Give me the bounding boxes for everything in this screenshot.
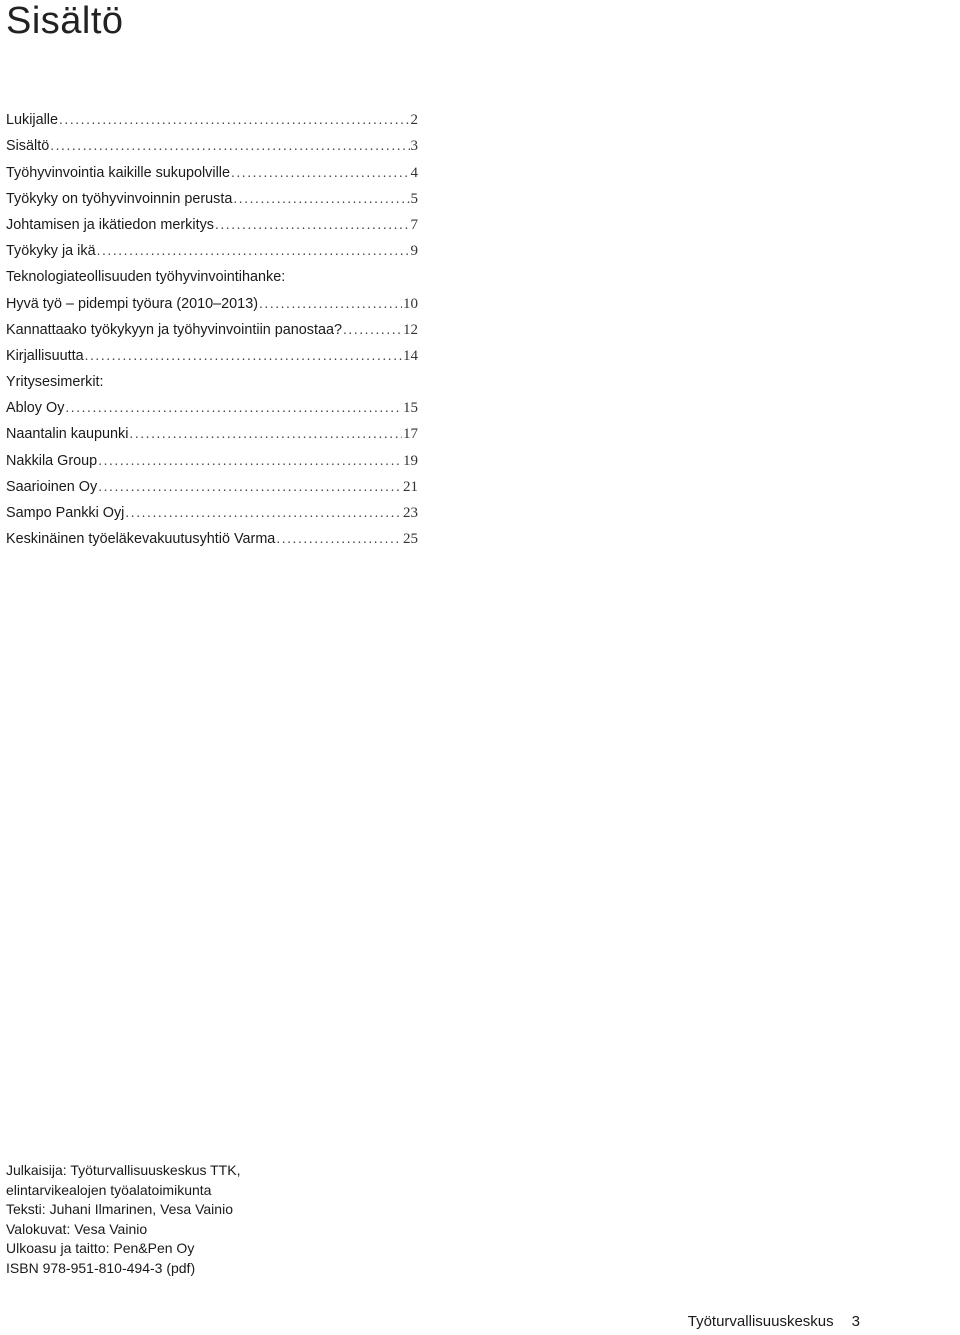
- toc-section-heading: [6, 365, 418, 391]
- toc-entry-label: Abloy Oy: [6, 400, 65, 417]
- toc-section-heading: [6, 260, 418, 286]
- toc-entry-label: Työhyvinvointia kaikille sukupolville: [6, 164, 230, 181]
- toc-leader-dots: [50, 137, 409, 155]
- page-footer: [688, 1313, 860, 1330]
- toc-entry[interactable]: [6, 313, 418, 339]
- toc-entry-page: 21: [403, 478, 418, 495]
- toc-entry[interactable]: [6, 391, 418, 417]
- toc-entry-page: 19: [403, 452, 418, 469]
- toc-entry-page: 5: [410, 190, 418, 207]
- toc-leader-dots: [97, 242, 410, 260]
- toc-leader-dots: [215, 216, 410, 234]
- footer-page-number: 3: [851, 1313, 860, 1330]
- toc-entry-page: 12: [403, 321, 418, 338]
- toc-leader-dots: [125, 504, 402, 522]
- toc-leader-dots: [98, 452, 402, 470]
- toc-leader-dots: [276, 530, 402, 548]
- toc-entry[interactable]: [6, 496, 418, 522]
- toc-entry-page: 17: [403, 426, 418, 443]
- toc-leader-dots: [129, 425, 402, 443]
- toc-entry-label: Johtamisen ja ikätiedon merkitys: [6, 216, 214, 233]
- toc-entry-page: 14: [403, 347, 418, 364]
- colophon-text-credit: Teksti: Juhani Ilmarinen, Vesa Vainio: [6, 1201, 233, 1218]
- toc-entry[interactable]: [6, 234, 418, 260]
- page-title: Sisältö: [6, 0, 124, 42]
- toc-entry-label: Nakkila Group: [6, 452, 98, 469]
- toc-entry[interactable]: [6, 522, 418, 548]
- toc-entry[interactable]: [6, 208, 418, 234]
- toc-entry-page: 2: [410, 112, 418, 129]
- toc-entry[interactable]: [6, 417, 418, 443]
- toc-leader-dots: [85, 347, 402, 365]
- toc-entry[interactable]: [6, 339, 418, 365]
- toc-entry[interactable]: [6, 129, 418, 155]
- toc-section-label: Teknologiateollisuuden työhyvinvointihanke:: [6, 269, 286, 286]
- toc-entry-page: 9: [410, 243, 418, 260]
- toc-entry[interactable]: [6, 286, 418, 312]
- toc-entry[interactable]: [6, 155, 418, 181]
- toc-leader-dots: [65, 399, 402, 417]
- toc-entry-page: 7: [410, 216, 418, 233]
- toc-entry-page: 10: [403, 295, 418, 312]
- toc-entry-label: Sampo Pankki Oyj: [6, 505, 125, 521]
- toc-entry-label: Kirjallisuutta: [6, 347, 84, 364]
- toc-entry-label: Työkyky ja ikä: [6, 243, 96, 260]
- toc-leader-dots: [233, 190, 409, 208]
- toc-entry-page: 4: [410, 164, 418, 181]
- toc-entry-label: Lukijalle: [6, 112, 58, 129]
- toc-entry[interactable]: [6, 103, 418, 129]
- toc-leader-dots: [98, 478, 402, 496]
- colophon-photo-credit: Valokuvat: Vesa Vainio: [6, 1220, 148, 1237]
- toc-leader-dots: [231, 164, 410, 182]
- toc-entry[interactable]: [6, 182, 418, 208]
- toc-entry-label: Kannattaako työkykyyn ja työhyvinvointiin panostaa?: [6, 321, 342, 338]
- toc-leader-dots: [343, 321, 402, 339]
- toc-entry-page: 3: [410, 138, 418, 155]
- colophon-isbn: ISBN 978-951-810-494-3 (pdf): [6, 1259, 196, 1276]
- colophon-publisher: Julkaisija: Työturvallisuuskeskus TTK,: [6, 1162, 241, 1178]
- toc-entry-page: 15: [403, 400, 418, 417]
- toc-entry[interactable]: [6, 470, 418, 496]
- toc-leader-dots: [259, 295, 402, 313]
- colophon: [6, 1161, 240, 1279]
- toc-entry[interactable]: [6, 443, 418, 469]
- toc-leader-dots: [59, 111, 410, 129]
- toc-entry-page: 23: [403, 505, 418, 521]
- table-of-contents: [6, 103, 418, 548]
- toc-entry-label: Hyvä työ – pidempi työura (2010–2013): [6, 295, 258, 312]
- toc-section-label: Yritysesimerkit:: [6, 374, 104, 391]
- colophon-publisher-committee: elintarvikealojen työalatoimikunta: [6, 1181, 212, 1198]
- toc-entry-label: Työkyky on työhyvinvoinnin perusta: [6, 190, 233, 207]
- toc-entry-label: Naantalin kaupunki: [6, 426, 129, 443]
- footer-publisher: Työturvallisuuskeskus: [687, 1313, 834, 1330]
- toc-entry-page: 25: [403, 531, 418, 548]
- toc-entry-label: Keskinäinen työeläkevakuutusyhtiö Varma: [6, 531, 276, 548]
- toc-entry-label: Sisältö: [6, 138, 50, 155]
- colophon-layout-credit: Ulkoasu ja taitto: Pen&Pen Oy: [6, 1240, 195, 1257]
- toc-entry-label: Saarioinen Oy: [6, 478, 98, 495]
